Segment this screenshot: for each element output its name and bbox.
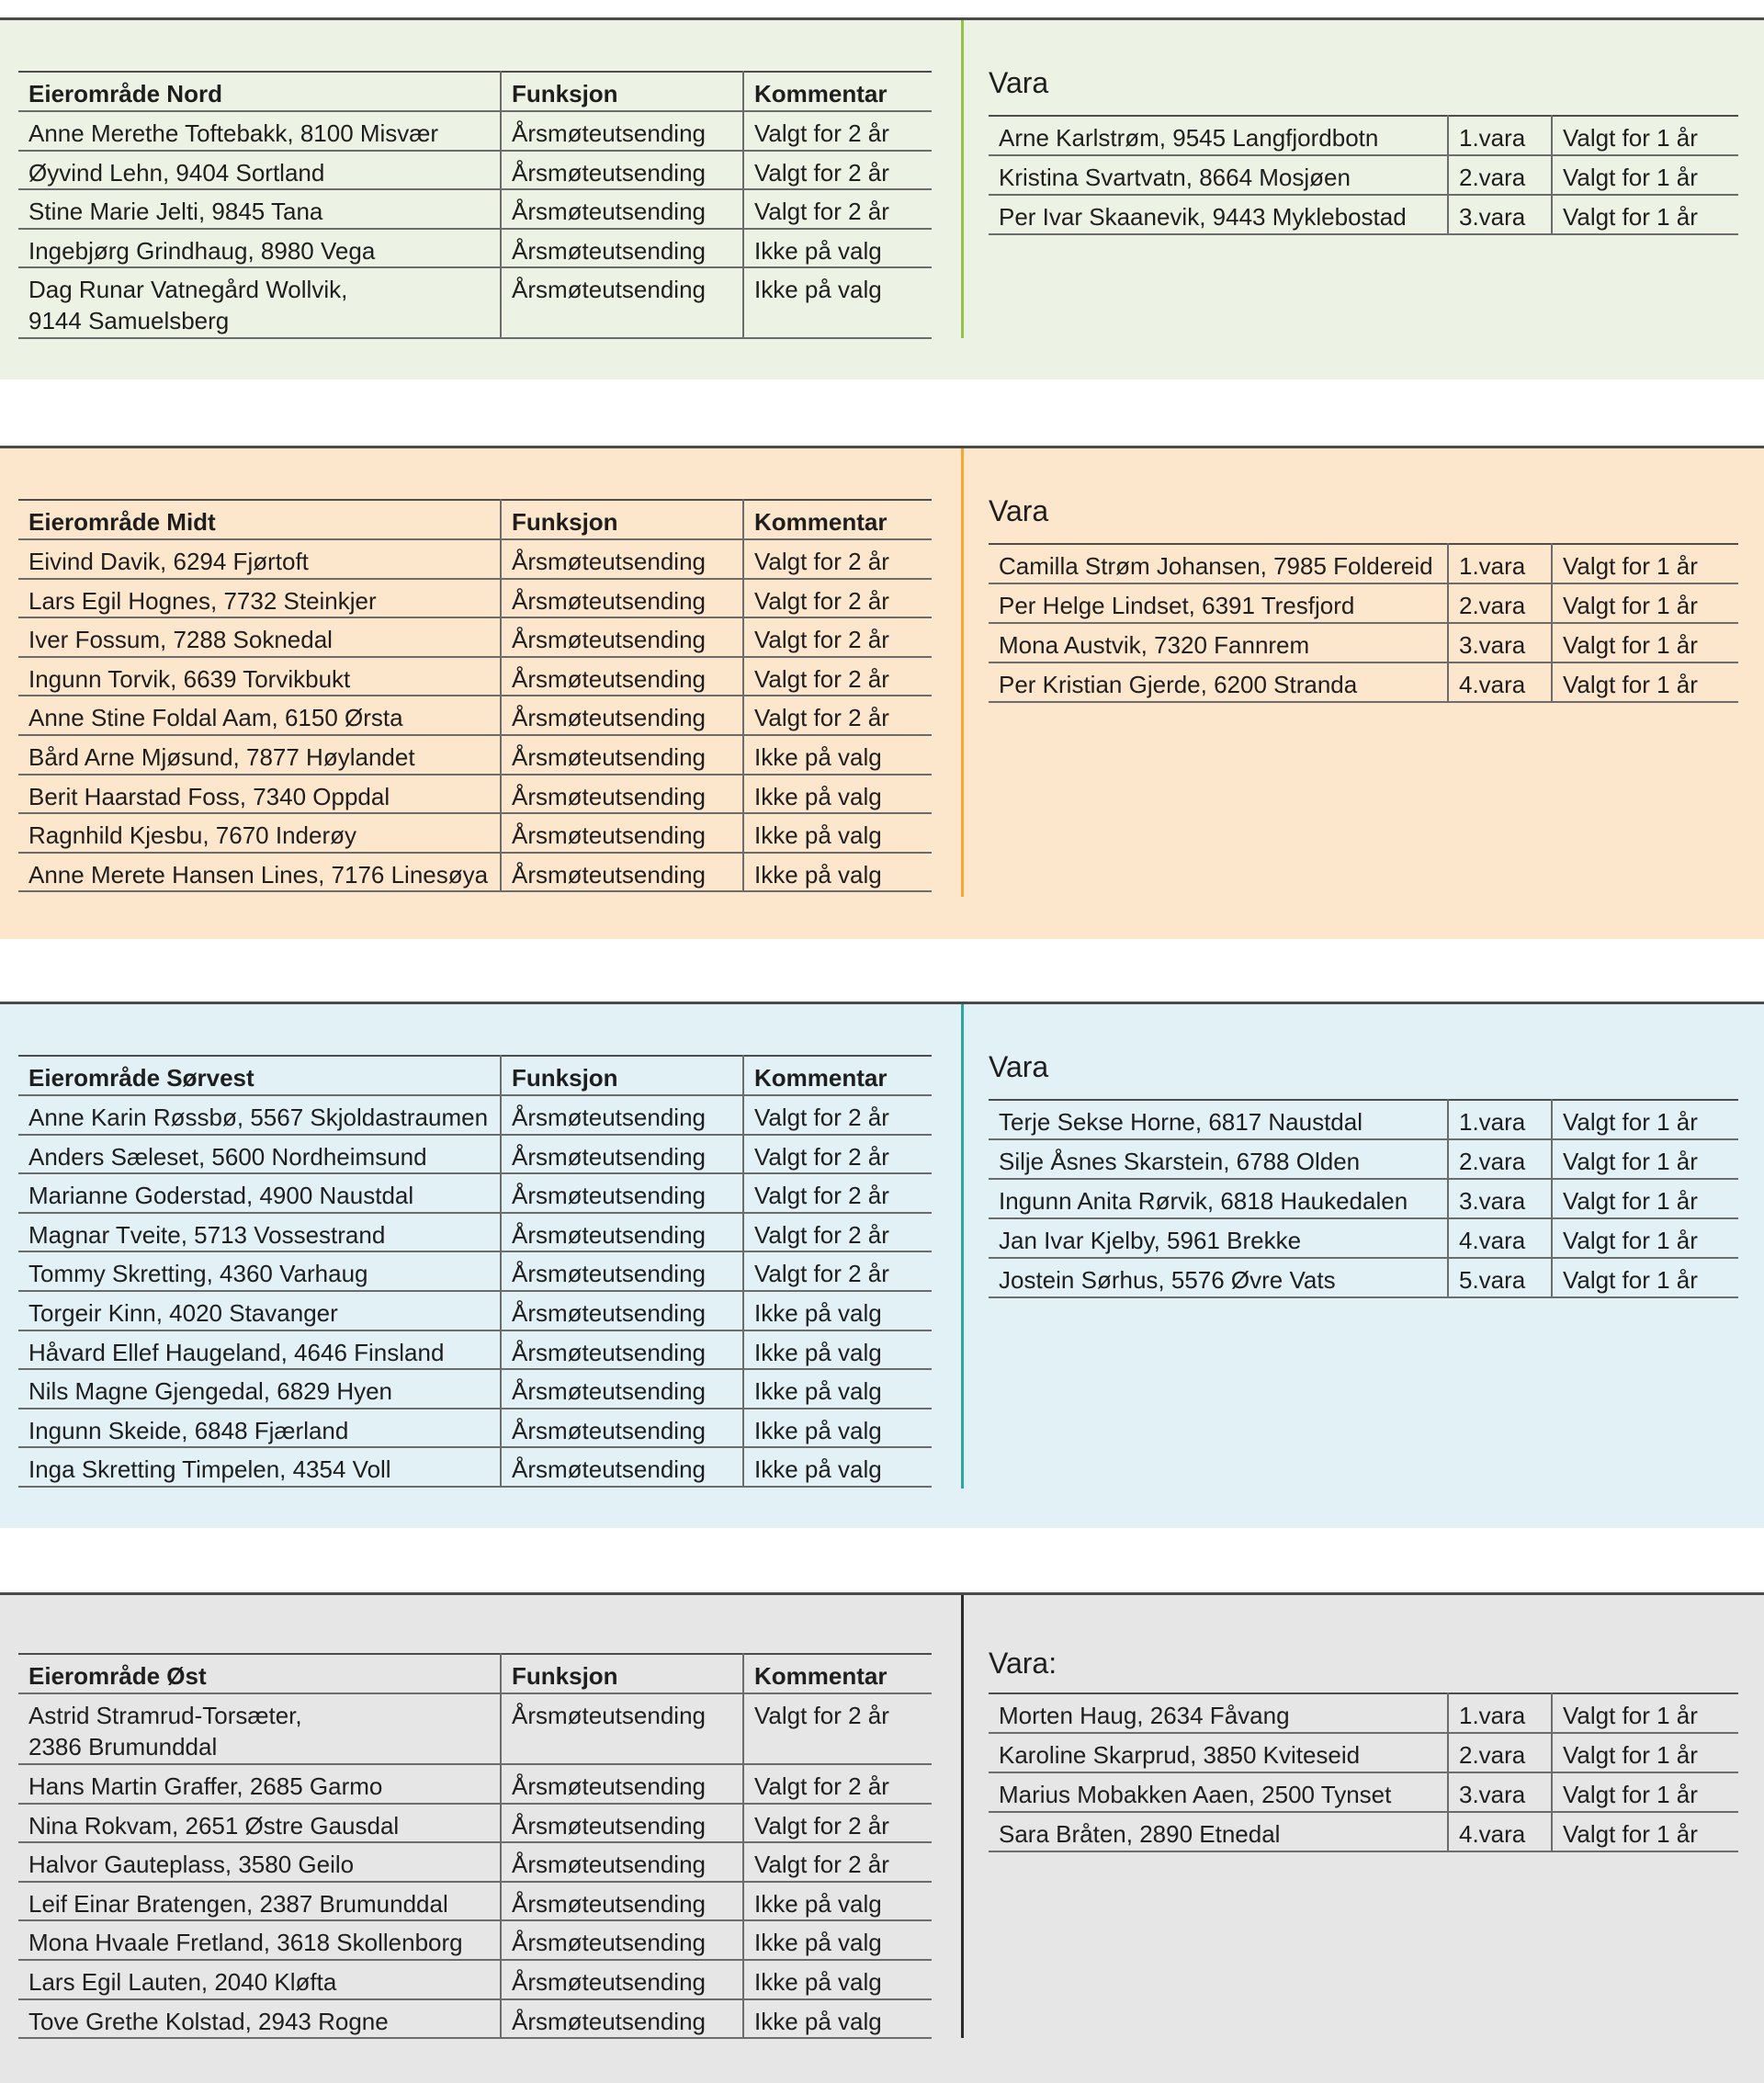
vara-row <box>989 1812 1738 1851</box>
vara-comment: Valgt for 1 år <box>1552 662 1738 702</box>
member-name: Halvor Gauteplass, 3580 Geilo <box>18 1842 501 1882</box>
section-sorvest <box>0 1002 1764 1528</box>
member-funksjon: Årsmøteutsending <box>501 1693 743 1764</box>
section-nord <box>0 17 1764 379</box>
vara-row <box>989 1772 1738 1812</box>
section-ost <box>0 1592 1764 2083</box>
member-funksjon: Årsmøteutsending <box>501 1842 743 1882</box>
member-name: Ingebjørg Grindhaug, 8980 Vega <box>18 229 501 268</box>
member-kommentar: Ikke på valg <box>743 1330 932 1370</box>
table-row <box>18 1369 932 1409</box>
vara-comment: Valgt for 1 år <box>1552 195 1738 234</box>
member-kommentar: Ikke på valg <box>743 1447 932 1487</box>
table-row <box>18 1095 932 1135</box>
vara-rank: 1.vara <box>1448 1100 1552 1139</box>
member-name: Mona Hvaale Fretland, 3618 Skollenborg <box>18 1920 501 1960</box>
member-funksjon: Årsmøteutsending <box>501 657 743 696</box>
table-header-row <box>18 500 932 539</box>
member-kommentar: Ikke på valg <box>743 1960 932 1999</box>
vara-name: Terje Sekse Horne, 6817 Naustdal <box>989 1100 1448 1139</box>
vara-row <box>989 1258 1738 1297</box>
table-row <box>18 775 932 814</box>
member-name: Lars Egil Lauten, 2040 Kløfta <box>18 1960 501 1999</box>
member-kommentar: Valgt for 2 år <box>743 151 932 190</box>
member-name: Håvard Ellef Haugeland, 4646 Finsland <box>18 1330 501 1370</box>
member-kommentar: Valgt for 2 år <box>743 111 932 151</box>
member-funksjon: Årsmøteutsending <box>501 189 743 229</box>
member-kommentar: Valgt for 2 år <box>743 1693 932 1764</box>
vara-name: Per Ivar Skaanevik, 9443 Myklebostad <box>989 195 1448 234</box>
vara-comment: Valgt for 1 år <box>1552 1812 1738 1851</box>
vara-table-ost <box>989 1692 1738 1852</box>
member-kommentar: Valgt for 2 år <box>743 1173 932 1213</box>
vara-comment: Valgt for 1 år <box>1552 623 1738 662</box>
vara-row <box>989 544 1738 583</box>
vara-row <box>989 623 1738 662</box>
member-funksjon: Årsmøteutsending <box>501 1213 743 1252</box>
member-funksjon: Årsmøteutsending <box>501 539 743 579</box>
members-table-ost <box>18 1653 932 2039</box>
vara-rank: 1.vara <box>1448 116 1552 155</box>
vara-rank: 3.vara <box>1448 1772 1552 1812</box>
table-row <box>18 1842 932 1882</box>
member-funksjon: Årsmøteutsending <box>501 1095 743 1135</box>
member-funksjon: Årsmøteutsending <box>501 1960 743 1999</box>
col-header-funksjon: Funksjon <box>501 72 743 111</box>
vara-comment: Valgt for 1 år <box>1552 1733 1738 1772</box>
member-name: Tove Grethe Kolstad, 2943 Rogne <box>18 1999 501 2039</box>
member-funksjon: Årsmøteutsending <box>501 151 743 190</box>
vara-row <box>989 1733 1738 1772</box>
member-funksjon: Årsmøteutsending <box>501 1291 743 1330</box>
table-row <box>18 539 932 579</box>
divider-midt <box>961 448 964 897</box>
table-header-row <box>18 1654 932 1693</box>
member-kommentar: Ikke på valg <box>743 775 932 814</box>
member-funksjon: Årsmøteutsending <box>501 1447 743 1487</box>
vara-name: Kristina Svartvatn, 8664 Mosjøen <box>989 155 1448 195</box>
vara-comment: Valgt for 1 år <box>1552 1179 1738 1218</box>
vara-comment: Valgt for 1 år <box>1552 1258 1738 1297</box>
vara-comment: Valgt for 1 år <box>1552 1693 1738 1733</box>
vara-name: Camilla Strøm Johansen, 7985 Foldereid <box>989 544 1448 583</box>
member-kommentar: Valgt for 2 år <box>743 696 932 735</box>
vara-rank: 2.vara <box>1448 583 1552 623</box>
divider-ost <box>961 1595 964 2038</box>
member-funksjon: Årsmøteutsending <box>501 1804 743 1843</box>
member-name: Marianne Goderstad, 4900 Naustdal <box>18 1173 501 1213</box>
table-row <box>18 229 932 268</box>
table-row <box>18 1764 932 1804</box>
member-name: Nils Magne Gjengedal, 6829 Hyen <box>18 1369 501 1409</box>
vara-name: Karoline Skarprud, 3850 Kviteseid <box>989 1733 1448 1772</box>
vara-row <box>989 1100 1738 1139</box>
vara-rank: 4.vara <box>1448 1812 1552 1851</box>
member-kommentar: Ikke på valg <box>743 1369 932 1409</box>
member-name: Stine Marie Jelti, 9845 Tana <box>18 189 501 229</box>
table-row <box>18 853 932 892</box>
member-name: Inga Skretting Timpelen, 4354 Voll <box>18 1447 501 1487</box>
vara-row <box>989 1139 1738 1179</box>
member-funksjon: Årsmøteutsending <box>501 1251 743 1291</box>
member-funksjon: Årsmøteutsending <box>501 267 743 338</box>
member-name: Anne Stine Foldal Aam, 6150 Ørsta <box>18 696 501 735</box>
vara-rank: 4.vara <box>1448 1218 1552 1258</box>
vara-name: Jan Ivar Kjelby, 5961 Brekke <box>989 1218 1448 1258</box>
vara-name: Mona Austvik, 7320 Fannrem <box>989 623 1448 662</box>
member-name: Ingunn Skeide, 6848 Fjærland <box>18 1409 501 1448</box>
vara-row <box>989 662 1738 702</box>
member-kommentar: Ikke på valg <box>743 1920 932 1960</box>
table-row <box>18 267 932 338</box>
table-title: Eierområde Sørvest <box>18 1056 501 1095</box>
member-kommentar: Ikke på valg <box>743 1409 932 1448</box>
member-kommentar: Valgt for 2 år <box>743 1213 932 1252</box>
table-row <box>18 1330 932 1370</box>
table-row <box>18 1213 932 1252</box>
member-kommentar: Valgt for 2 år <box>743 579 932 618</box>
table-title: Eierområde Midt <box>18 500 501 539</box>
vara-rank: 2.vara <box>1448 155 1552 195</box>
table-row <box>18 735 932 775</box>
member-name: Eivind Davik, 6294 Fjørtoft <box>18 539 501 579</box>
col-header-kommentar: Kommentar <box>743 500 932 539</box>
vara-row <box>989 195 1738 234</box>
member-funksjon: Årsmøteutsending <box>501 111 743 151</box>
vara-name: Per Helge Lindset, 6391 Tresfjord <box>989 583 1448 623</box>
table-row <box>18 1920 932 1960</box>
vara-row <box>989 1693 1738 1733</box>
member-name: Leif Einar Bratengen, 2387 Brumunddal <box>18 1882 501 1921</box>
vara-row <box>989 1179 1738 1218</box>
member-name: Astrid Stramrud-Torsæter, 2386 Brumunddal <box>18 1693 501 1764</box>
vara-rank: 3.vara <box>1448 195 1552 234</box>
vara-row <box>989 116 1738 155</box>
vara-comment: Valgt for 1 år <box>1552 116 1738 155</box>
table-row <box>18 657 932 696</box>
member-name: Magnar Tveite, 5713 Vossestrand <box>18 1213 501 1252</box>
vara-name: Morten Haug, 2634 Fåvang <box>989 1693 1448 1733</box>
member-funksjon: Årsmøteutsending <box>501 1135 743 1174</box>
vara-title: Vara <box>989 494 1049 527</box>
table-row <box>18 1251 932 1291</box>
vara-row <box>989 1218 1738 1258</box>
table-row <box>18 1693 932 1764</box>
table-row <box>18 1999 932 2039</box>
table-row <box>18 1882 932 1921</box>
member-funksjon: Årsmøteutsending <box>501 696 743 735</box>
col-header-kommentar: Kommentar <box>743 1654 932 1693</box>
member-kommentar: Ikke på valg <box>743 267 932 338</box>
member-name: Torgeir Kinn, 4020 Stavanger <box>18 1291 501 1330</box>
member-funksjon: Årsmøteutsending <box>501 1764 743 1804</box>
vara-comment: Valgt for 1 år <box>1552 155 1738 195</box>
member-kommentar: Valgt for 2 år <box>743 189 932 229</box>
table-row <box>18 1960 932 1999</box>
member-name: Øyvind Lehn, 9404 Sortland <box>18 151 501 190</box>
vara-name: Silje Åsnes Skarstein, 6788 Olden <box>989 1139 1448 1179</box>
member-name: Hans Martin Graffer, 2685 Garmo <box>18 1764 501 1804</box>
member-name: Berit Haarstad Foss, 7340 Oppdal <box>18 775 501 814</box>
member-name: Anne Merethe Toftebakk, 8100 Misvær <box>18 111 501 151</box>
vara-table-nord <box>989 115 1738 235</box>
col-header-funksjon: Funksjon <box>501 1654 743 1693</box>
table-row <box>18 579 932 618</box>
col-header-kommentar: Kommentar <box>743 72 932 111</box>
member-funksjon: Årsmøteutsending <box>501 1920 743 1960</box>
member-funksjon: Årsmøteutsending <box>501 1173 743 1213</box>
vara-comment: Valgt for 1 år <box>1552 544 1738 583</box>
member-funksjon: Årsmøteutsending <box>501 1409 743 1448</box>
vara-name: Jostein Sørhus, 5576 Øvre Vats <box>989 1258 1448 1297</box>
table-row <box>18 151 932 190</box>
member-kommentar: Ikke på valg <box>743 813 932 853</box>
member-name: Lars Egil Hognes, 7732 Steinkjer <box>18 579 501 618</box>
member-funksjon: Årsmøteutsending <box>501 813 743 853</box>
vara-rank: 2.vara <box>1448 1139 1552 1179</box>
members-table-sorvest <box>18 1055 932 1488</box>
vara-comment: Valgt for 1 år <box>1552 583 1738 623</box>
vara-table-sorvest <box>989 1099 1738 1298</box>
member-kommentar: Ikke på valg <box>743 229 932 268</box>
table-row <box>18 1409 932 1448</box>
vara-title: Vara <box>989 66 1049 99</box>
vara-rank: 5.vara <box>1448 1258 1552 1297</box>
members-table-nord <box>18 71 932 339</box>
member-name: Tommy Skretting, 4360 Varhaug <box>18 1251 501 1291</box>
table-row <box>18 1291 932 1330</box>
members-table-midt <box>18 499 932 892</box>
member-kommentar: Valgt for 2 år <box>743 1095 932 1135</box>
table-header-row <box>18 72 932 111</box>
vara-title: Vara: <box>989 1647 1057 1680</box>
member-kommentar: Ikke på valg <box>743 1999 932 2039</box>
table-row <box>18 1135 932 1174</box>
vara-rank: 1.vara <box>1448 1693 1552 1733</box>
table-row <box>18 696 932 735</box>
section-midt <box>0 446 1764 939</box>
vara-comment: Valgt for 1 år <box>1552 1772 1738 1812</box>
member-kommentar: Ikke på valg <box>743 735 932 775</box>
member-funksjon: Årsmøteutsending <box>501 853 743 892</box>
table-title: Eierområde Øst <box>18 1654 501 1693</box>
member-funksjon: Årsmøteutsending <box>501 1369 743 1409</box>
col-header-funksjon: Funksjon <box>501 500 743 539</box>
vara-rank: 4.vara <box>1448 662 1552 702</box>
col-header-funksjon: Funksjon <box>501 1056 743 1095</box>
vara-rank: 1.vara <box>1448 544 1552 583</box>
vara-table-midt <box>989 543 1738 703</box>
member-kommentar: Ikke på valg <box>743 853 932 892</box>
vara-comment: Valgt for 1 år <box>1552 1218 1738 1258</box>
vara-comment: Valgt for 1 år <box>1552 1139 1738 1179</box>
member-funksjon: Årsmøteutsending <box>501 617 743 657</box>
member-kommentar: Valgt for 2 år <box>743 1804 932 1843</box>
member-kommentar: Valgt for 2 år <box>743 1764 932 1804</box>
divider-sorvest <box>961 1004 964 1489</box>
vara-rank: 3.vara <box>1448 623 1552 662</box>
table-header-row <box>18 1056 932 1095</box>
member-name: Anne Karin Røssbø, 5567 Skjoldastraumen <box>18 1095 501 1135</box>
table-row <box>18 1804 932 1843</box>
vara-name: Ingunn Anita Rørvik, 6818 Haukedalen <box>989 1179 1448 1218</box>
member-funksjon: Årsmøteutsending <box>501 229 743 268</box>
table-row <box>18 1173 932 1213</box>
vara-name: Per Kristian Gjerde, 6200 Stranda <box>989 662 1448 702</box>
member-kommentar: Ikke på valg <box>743 1882 932 1921</box>
member-kommentar: Valgt for 2 år <box>743 1251 932 1291</box>
member-funksjon: Årsmøteutsending <box>501 775 743 814</box>
member-name: Dag Runar Vatnegård Wollvik, 9144 Samuelsberg <box>18 267 501 338</box>
vara-name: Arne Karlstrøm, 9545 Langfjordbotn <box>989 116 1448 155</box>
table-row <box>18 111 932 151</box>
member-kommentar: Valgt for 2 år <box>743 1135 932 1174</box>
member-funksjon: Årsmøteutsending <box>501 1330 743 1370</box>
table-title: Eierområde Nord <box>18 72 501 111</box>
member-name: Anders Sæleset, 5600 Nordheimsund <box>18 1135 501 1174</box>
member-name: Nina Rokvam, 2651 Østre Gausdal <box>18 1804 501 1843</box>
member-kommentar: Valgt for 2 år <box>743 539 932 579</box>
vara-title: Vara <box>989 1050 1049 1083</box>
vara-name: Marius Mobakken Aaen, 2500 Tynset <box>989 1772 1448 1812</box>
vara-row <box>989 155 1738 195</box>
member-funksjon: Årsmøteutsending <box>501 579 743 618</box>
divider-nord <box>961 20 964 338</box>
member-name: Anne Merete Hansen Lines, 7176 Linesøya <box>18 853 501 892</box>
member-name: Ingunn Torvik, 6639 Torvikbukt <box>18 657 501 696</box>
table-row <box>18 617 932 657</box>
member-name: Ragnhild Kjesbu, 7670 Inderøy <box>18 813 501 853</box>
member-kommentar: Valgt for 2 år <box>743 617 932 657</box>
table-row <box>18 1447 932 1487</box>
member-funksjon: Årsmøteutsending <box>501 1999 743 2039</box>
member-name: Iver Fossum, 7288 Soknedal <box>18 617 501 657</box>
vara-name: Sara Bråten, 2890 Etnedal <box>989 1812 1448 1851</box>
member-funksjon: Årsmøteutsending <box>501 1882 743 1921</box>
vara-comment: Valgt for 1 år <box>1552 1100 1738 1139</box>
vara-rank: 3.vara <box>1448 1179 1552 1218</box>
vara-row <box>989 583 1738 623</box>
member-kommentar: Ikke på valg <box>743 1291 932 1330</box>
table-row <box>18 189 932 229</box>
member-kommentar: Valgt for 2 år <box>743 1842 932 1882</box>
member-name: Bård Arne Mjøsund, 7877 Høylandet <box>18 735 501 775</box>
member-kommentar: Valgt for 2 år <box>743 657 932 696</box>
col-header-kommentar: Kommentar <box>743 1056 932 1095</box>
vara-rank: 2.vara <box>1448 1733 1552 1772</box>
member-funksjon: Årsmøteutsending <box>501 735 743 775</box>
table-row <box>18 813 932 853</box>
